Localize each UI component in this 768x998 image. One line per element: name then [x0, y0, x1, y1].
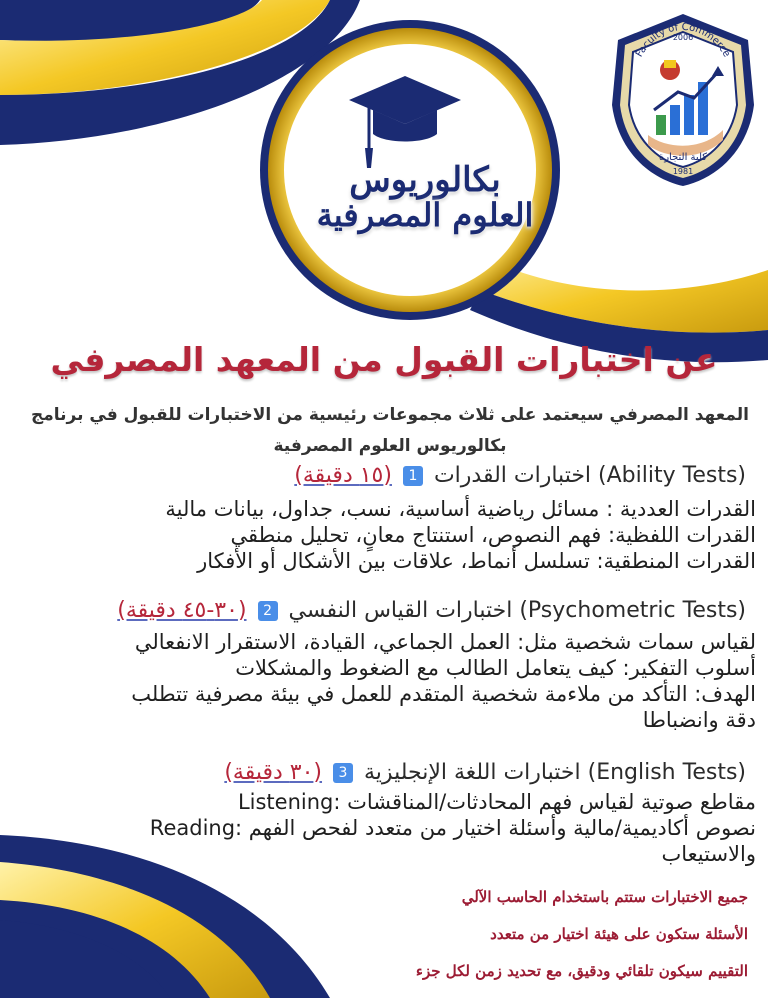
footer-note-2: الأسئلة ستكون على هيئة اختيار من متعدد: [490, 925, 748, 943]
section-2-header: [117, 598, 746, 623]
hero-title-line1: بكالوريوس: [349, 160, 501, 200]
section-3-line-1: مقاطع صوتية لقياس فهم المحادثات/المناقشات :Listening: [237, 790, 756, 814]
seal-year-top: 2006: [672, 33, 694, 42]
hero-title-line2: العلوم المصرفية: [316, 196, 534, 234]
seal-text-arabic: كلية التجارة: [658, 152, 708, 163]
section-3-number-badge: 3: [333, 763, 353, 783]
section-1-line-2: القدرات اللفظية: فهم النصوص، استنتاج معانٍ، تحليل منطقي: [230, 523, 756, 547]
section-3-line-3: والاستيعاب: [661, 842, 756, 866]
seal-year-bottom: 1981: [672, 167, 694, 176]
section-2-duration: (٣٠-٤٥ دقيقة): [117, 598, 247, 623]
section-3-header: [224, 760, 746, 785]
section-1-title: (Ability Tests) اختبارات القدرات: [433, 463, 746, 488]
section-1-number-badge: 1: [403, 466, 423, 486]
section-2-line-2: أسلوب التفكير: كيف يتعامل الطالب مع الضغوط والمشكلات: [235, 656, 756, 680]
section-3-line-2: نصوص أكاديمية/مالية وأسئلة اختيار من متعدد لفحص الفهم :Reading: [149, 816, 756, 840]
footer-note-3: التقييم سيكون تلقائي ودقيق، مع تحديد زمن لكل جزء: [415, 962, 748, 980]
section-1-line-3: القدرات المنطقية: تسلسل أنماط، علاقات بين الأشكال أو الأفكار: [197, 549, 756, 573]
footer-note-1: جميع الاختبارات ستتم باستخدام الحاسب الآلي: [461, 888, 748, 906]
intro-line-2: بكالوريوس العلوم المصرفية: [273, 436, 507, 456]
seal-text-top: Faculty of Commerce: [633, 21, 733, 60]
section-2-line-1: لقياس سمات شخصية مثل: العمل الجماعي، القيادة، الاستقرار الانفعالي: [134, 630, 756, 654]
section-2-number-badge: 2: [258, 601, 278, 621]
section-1-duration: (١٥ دقيقة): [294, 463, 392, 488]
section-2-title: (Psychometric Tests) اختبارات القياس النفسي: [288, 598, 746, 623]
main-title: عن اختبارات القبول من المعهد المصرفي: [50, 340, 718, 379]
section-1-line-1: القدرات العددية : مسائل رياضية أساسية، نسب، جداول، بيانات مالية: [165, 497, 756, 521]
graduation-cap-icon: [345, 70, 465, 170]
section-1-header: [294, 463, 746, 488]
faculty-of-commerce-seal: [608, 10, 758, 190]
intro-line-1: المعهد المصرفي سيعتمد على ثلاث مجموعات رئيسية من الاختبارات للقبول في برنامج: [31, 405, 749, 425]
section-2-line-3: الهدف: التأكد من ملاءمة شخصية المتقدم للعمل في بيئة مصرفية تتطلب: [131, 682, 756, 706]
section-3-duration: (٣٠ دقيقة): [224, 760, 323, 785]
section-2-line-4: دقة وانضباطا: [642, 708, 756, 732]
section-3-title: (English Tests) اختبارات اللغة الإنجليزية: [364, 760, 746, 785]
